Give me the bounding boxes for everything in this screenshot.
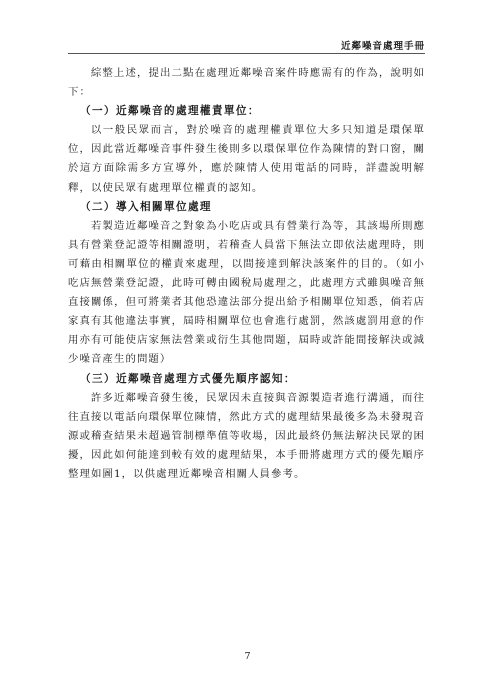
page-number: 7 — [244, 651, 251, 662]
running-header: 近鄰噪音處理手冊 — [340, 41, 425, 52]
section-1-paragraph: 以一般民眾而言，對於噪音的處理權責單位大多只知道是環保單位，因此當近鄰噪音事件發生後則多以環保單位作為陳情的對口窗，關於這方面除需多方宣導外，應於陳情人使用電話的同時，詳盡說明解釋，以使民眾有處理單位權責的認知。 — [68, 124, 425, 194]
section-2-paragraph: 若製造近鄰噪音之對象為小吃店或具有營業行為等，其該場所則應具有營業登記證等相關證明，若稽查人員當下無法立即依法處理時，則可藉由相關單位的權責來處理，以間接達到解決該案件的目的。（如小吃店無營業登記證，此時可轉由國稅局處理之，此處理方式雖與噪音無直接關係，但可將業者其他恐違法部分提出給予相關單位知悉，倘若店家真有其他違法事實，屆時相關單位也會進行處罰，然該處罰用意的作用亦有可能使店家無法營業或衍生其他問題，屆時或許能間接解決或減少噪音產生的問題） — [68, 219, 425, 366]
section-heading-1: （一）近鄰噪音的處理權責單位： — [80, 105, 260, 118]
section-3-paragraph: 許多近鄰噪音發生後，民眾因未直接與音源製造者進行溝通，而往往直接以電話向環保單位陳情，然此方式的處理結果最後多為未發現音源或稽查結果未超過管制標準值等收場，因此最終仍無法解決民眾的困擾，因此如何能達到較有效的處理結果，本手冊將處理方式的優先順序整理如圖1，以供處理近鄰噪音相關人員參考。 — [68, 391, 425, 480]
intro-paragraph: 綜整上述，提出二點在處理近鄰噪音案件時應需有的作為，說明如下： — [68, 67, 425, 99]
section-heading-2: （二）導入相關單位處理 — [80, 200, 212, 213]
header-rule — [68, 53, 425, 54]
body-text — [68, 64, 425, 484]
section-heading-3: （三）近鄰噪音處理方式優先順序認知： — [80, 372, 296, 385]
